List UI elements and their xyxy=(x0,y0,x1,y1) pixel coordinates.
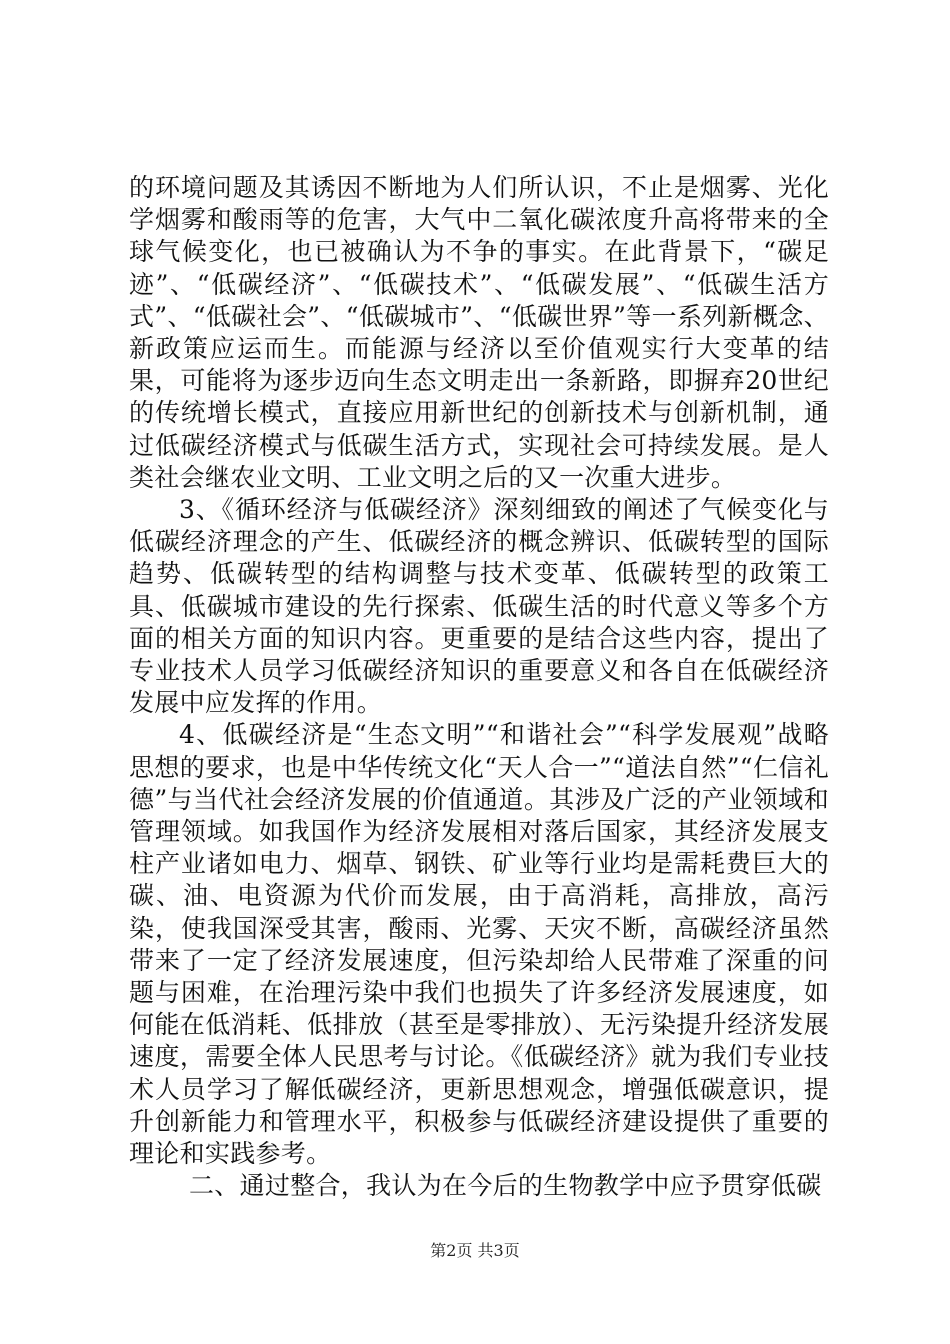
paragraph-point-3: 3、《循环经济与低碳经济》深刻细致的阐述了气候变化与低碳经济理念的产生、低碳经济的概念辨识、低碳转型的国际趋势、低碳转型的结构调整与技术变革、低碳转型的政策工具、低碳城市建设的先行探索、低碳生活的时代意义等多个方面的相关方面的知识内容。更重要的是结合这些内容，提出了专业技术人员学习低碳经济知识的重要意义和各自在低碳经济发展中应发挥的作用。 xyxy=(129,495,829,718)
document-body xyxy=(129,172,829,1203)
paragraph-continuation: 的环境问题及其诱因不断地为人们所认识，不止是烟雾、光化学烟雾和酸雨等的危害，大气中二氧化碳浓度升高将带来的全球气候变化，也已被确认为不争的事实。在此背景下，“碳足迹”、“低碳经济”、“低碳技术”、“低碳发展”、“低碳生活方式”、“低碳社会”、“低碳城市”、“低碳世界”等一系列新概念、新政策应运而生。而能源与经济以至价值观实行大变革的结果，可能将为逐步迈向生态文明走出一条新路，即摒弃20世纪的传统增长模式，直接应用新世纪的创新技术与创新机制，通过低碳经济模式与低碳生活方式，实现社会可持续发展。是人类社会继农业文明、工业文明之后的又一次重大进步。 xyxy=(129,173,829,492)
paragraph-point-4: 4、低碳经济是“生态文明”“和谐社会”“科学发展观”战略思想的要求，也是中华传统文化“天人合一”“道法自然”“仁信礼德”与当代社会经济发展的价值通道。其涉及广泛的产业领域和管理领域。如我国作为经济发展相对落后国家，其经济发展支柱产业诸如电力、烟草、钢铁、矿业等行业均是需耗费巨大的碳、油、电资源为代价而发展，由于高消耗，高排放，高污染，使我国深受其害，酸雨、光雾、天灾不断，高碳经济虽然带来了一定了经济发展速度，但污染却给人民带难了深重的问题与困难，在治理污染中我们也损失了许多经济发展速度，如何能在低消耗、低排放（甚至是零排放）、无污染提升经济发展速度，需要全体人民思考与讨论。《低碳经济》就为我们专业技术人员学习了解低碳经济，更新思想观念，增强低碳意识，提升创新能力和管理水平，积极参与低碳经济建设提供了重要的理论和实践参考。 xyxy=(129,720,829,1169)
paragraph-section-2: 二、通过整合，我认为在今后的生物教学中应予贯穿低碳 xyxy=(189,1171,822,1201)
page-footer xyxy=(0,1241,950,1261)
page-number: 第2页 共3页 xyxy=(430,1241,520,1260)
